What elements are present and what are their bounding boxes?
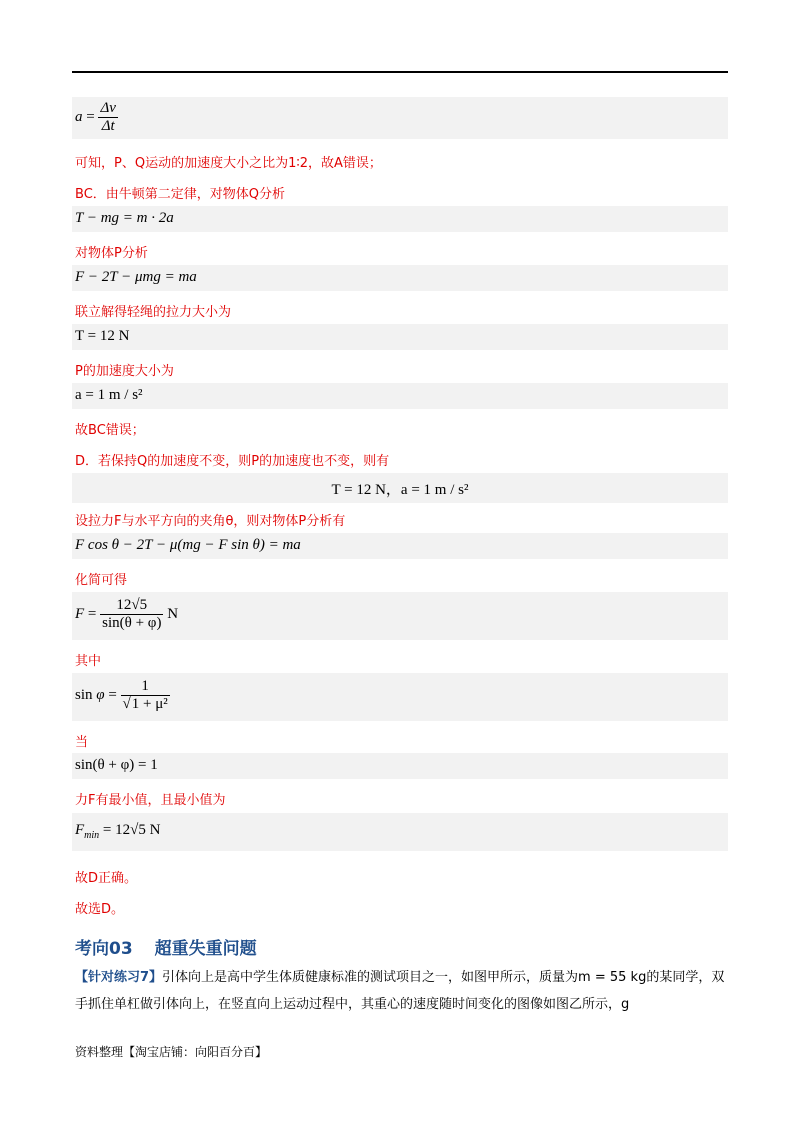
text-line-5: P的加速度大小为 (75, 364, 174, 379)
text-line-8: 设拉力F与水平方向的夹角θ，则对物体P分析有 (75, 514, 346, 529)
text-line-14: 故选D。 (75, 902, 125, 917)
equation-sin-phi: sin φ = $\frac{1}{\text{√1 + μ²}}$ (72, 673, 728, 721)
equation-force-min: $F_{min} = 12√5$ N (72, 813, 728, 851)
text-line-3: 对物体P分析 (75, 246, 148, 261)
text-line-7: D．若保持Q的加速度不变，则P的加速度也不变，则有 (75, 454, 390, 469)
equation-force-simplified: F = $\frac{12√5}{\sin(\theta + \varphi)}$ N (72, 592, 728, 640)
equation-centered-values (72, 473, 728, 503)
equation-text: T = 12 N (75, 328, 130, 344)
text-line-9: 化简可得 (75, 573, 128, 588)
equation-text: T − mg = m · 2a (75, 210, 174, 226)
equation-p-force-angle (72, 533, 728, 559)
text-line-4: 联立解得轻绳的拉力大小为 (75, 305, 232, 320)
text-line-11: 当 (75, 735, 89, 750)
equation-p-acceleration (72, 383, 728, 409)
header-rule (72, 71, 728, 73)
exercise-text: 引体向上是高中学生体质健康标准的测试项目之一，如图甲所示，质量为m = 55 kg的某同学，双手抓住单杠做引体向上，在竖直向上运动过程中，其重心的速度随时间变化的图像如图乙所示，g (75, 970, 725, 1012)
text-line-1: 可知，P、Q运动的加速度大小之比为1∶2，故A错误； (75, 156, 382, 171)
equation-text: = 12√5 N (102, 822, 161, 838)
section-number: 考向03 (75, 939, 133, 959)
fraction-numerator: 12√5 (100, 597, 163, 615)
page-footer: 资料整理【淘宝店铺：向阳百分百】 (75, 1045, 268, 1059)
fraction-denominator: sin(θ + φ) (102, 615, 162, 631)
equation-tension (72, 324, 728, 350)
fraction-denominator: Δt (101, 118, 115, 134)
equation-text: sin(θ + φ) = 1 (75, 757, 158, 773)
equation-p-newton (72, 265, 728, 291)
section-title: 超重失重问题 (154, 939, 257, 959)
text-line-12: 力F有最小值，且最小值为 (75, 793, 226, 808)
section-heading (75, 934, 257, 959)
equation-text: T = 12 N，a = 1 m / s² (331, 482, 469, 498)
equation-acceleration-definition: a = $\frac{\Delta v}{\Delta t}$ (72, 97, 728, 139)
equation-text: F − 2T − μmg = ma (75, 269, 197, 285)
fraction-denominator: 1 + μ² (131, 696, 168, 712)
text-line-10: 其中 (75, 654, 102, 669)
text-line-2: BC．由牛顿第二定律，对物体Q分析 (75, 187, 285, 202)
equation-text: a = 1 m / s² (75, 387, 143, 403)
fraction-numerator: 1 (121, 678, 170, 696)
exercise-paragraph (75, 964, 725, 1018)
text-line-13: 故D正确。 (75, 871, 138, 886)
equation-text: F cos θ − 2T − μ(mg − F sin θ) = ma (75, 537, 301, 553)
exercise-tag: 【针对练习7】 (75, 970, 163, 985)
equation-q-newton (72, 206, 728, 232)
fraction-numerator: Δv (100, 100, 116, 116)
equation-sin-max (72, 753, 728, 779)
text-line-6: 故BC错误； (75, 423, 145, 438)
